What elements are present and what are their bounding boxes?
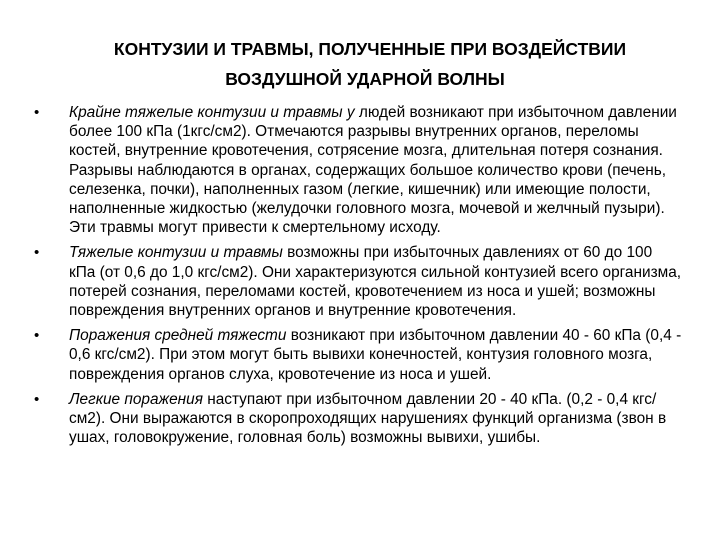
bullet-icon: • [34, 327, 40, 345]
title-line-2: ВОЗДУШНОЙ УДАРНОЙ ВОЛНЫ [225, 69, 505, 89]
title-line-1: КОНТУЗИИ И ТРАВМЫ, ПОЛУЧЕННЫЕ ПРИ ВОЗДЕЙСТВИИ [113, 39, 627, 59]
bullet-icon: • [34, 104, 40, 121]
bullet-lead: Тяжелые контузии и травмы [69, 244, 283, 262]
slide-title [40, 34, 700, 94]
bullet-lead: Легкие поражения [69, 390, 203, 408]
bullet-text: наступают при избыточном давлении 20 - 40 кПа. (0,2 - 0,4 кгс/см2). Они выражаются в скоропроходящих нарушениях функций организма (звон в ушах, головокружение, головная боль) возможны вывихи, ушибы. [69, 390, 667, 447]
bullet-text: людей возникают при избыточном давлении более 100 кПа (1кгс/см2). Отмечаются разрывы внутренних органов, переломы костей, внутренние кровотечения, сотрясение мозга, длительная потеря сознания. Разрывы наблюдаются в органах, содержащих большое количество крови (печень, селезенка, почки), наполненных газом (легкие, кишечник) или имеющие полости, наполненные жидкостью (желудочки головного мозга, мочевой и желчный пузыри). Эти травмы могут привести к смертельному исходу. [69, 104, 677, 237]
bullet-lead: Поражения средней тяжести [69, 327, 287, 345]
bullet-item [34, 390, 682, 448]
bullet-lead: Крайне тяжелые контузии и травмы у [69, 104, 355, 121]
bullet-text: возможны при избыточных давлениях от 60 до 100 кПа (от 0,6 до 1,0 кгс/см2). Они характеризуются сильной контузией всего организма, потерей сознания, переломами костей, кровотечением из носа и ушей; возможны повреждения внутренних органов и внутренние кровотечения. [69, 244, 682, 320]
bullet-icon: • [34, 244, 40, 262]
bullet-list [34, 103, 682, 453]
bullet-icon: • [34, 390, 40, 408]
bullet-item [34, 326, 682, 384]
bullet-item [34, 103, 682, 237]
bullet-text: возникают при избыточном давлении 40 - 60 кПа (0,4 - 0,6 кгс/см2). При этом могут быть вывихи конечностей, контузия головного мозга, повреждения органов слуха, кровотечение из носа и ушей. [69, 327, 682, 383]
bullet-item [34, 243, 682, 320]
